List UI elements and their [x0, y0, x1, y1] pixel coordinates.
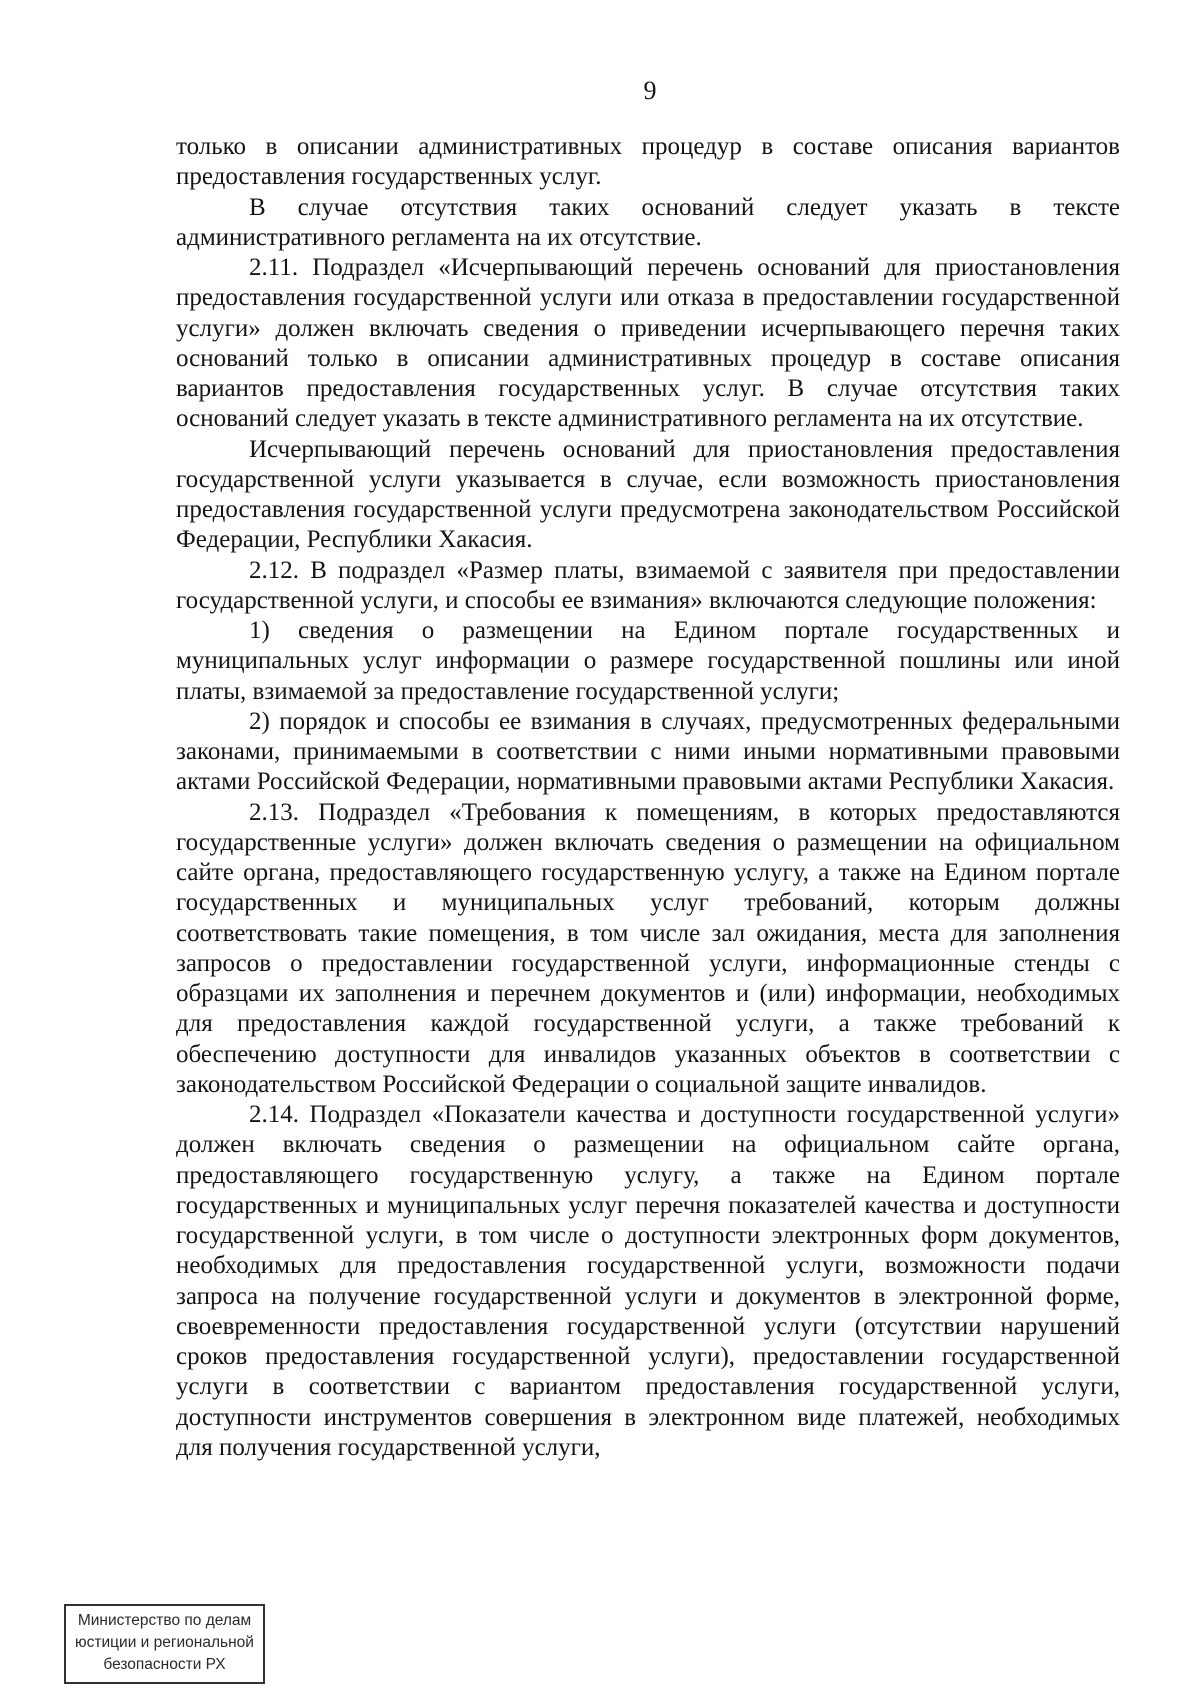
- stamp-line: Министерство по делам: [77, 1612, 252, 1629]
- paragraph: только в описании административных процедур в составе описания вариантов предоставления государственных услуг.: [176, 133, 1120, 191]
- paragraph: 2) порядок и способы ее взимания в случаях, предусмотренных федеральными законами, принимаемыми в соответствии с ними иными нормативными правовыми актами Российской Федерации, нормативными правовыми актами Республики Хакасия.: [176, 707, 1120, 796]
- paragraph: Исчерпывающий перечень оснований для приостановления предоставления государственной услуги указывается в случае, если возможность приостановления предоставления государственной услуги предусмотрена законодательством Российской Федерации, Республики Хакасия.: [176, 435, 1120, 554]
- paragraph: В случае отсутствия таких оснований следует указать в тексте административного регламента на их отсутствие.: [176, 193, 1120, 251]
- paragraph: 1) сведения о размещении на Едином портале государственных и муниципальных услуг информации о размере государственной пошлины или иной платы, взимаемой за предоставление государственной услуги;: [176, 617, 1120, 705]
- document-body: [176, 132, 1120, 1463]
- ministry-stamp: [64, 1604, 265, 1684]
- paragraph: 2.13. Подраздел «Требования к помещениям, в которых предоставляются государственные услуги» должен включать сведения о размещении на официальном сайте органа, предоставляющего государственную услугу, а также на Едином портале государственных и муниципальных услуг требований, которым должны соответствовать такие помещения, в том числе зал ожидания, места для заполнения запросов о предоставлении государственной услуги, информационные стенды с образцами их заполнения и перечнем документов и (или) информации, необходимых для предоставления каждой государственной услуги, а также требований к обеспечению доступности для инвалидов указанных объектов в соответствии с законодательством Российской Федерации о социальной защите инвалидов.: [176, 798, 1120, 1098]
- stamp-line: безопасности РХ: [103, 1656, 226, 1673]
- stamp-line: юстиции и региональной: [75, 1634, 254, 1651]
- page-number: 9: [643, 76, 657, 105]
- paragraph: 2.11. Подраздел «Исчерпывающий перечень оснований для приостановления предоставления государственной услуги или отказа в предоставлении государственной услуги» должен включать сведения о приведении исчерпывающего перечня таких оснований только в описании административных процедур в составе описания вариантов предоставления государственных услуг. В случае отсутствия таких оснований следует указать в тексте административного регламента на их отсутствие.: [176, 254, 1120, 433]
- paragraph: 2.14. Подраздел «Показатели качества и доступности государственной услуги» должен включать сведения о размещении на официальном сайте органа, предоставляющего государственную услугу, а также на Едином портале государственных и муниципальных услуг перечня показателей качества и доступности государственной услуги, в том числе о доступности электронных форм документов, необходимых для предоставления государственной услуги, возможности подачи запроса на получение государственной услуги и документов в электронной форме, своевременности предоставления государственной услуги (отсутствии нарушений сроков предоставления государственной услуги), предоставлении государственной услуги в соответствии с вариантом предоставления государственной услуги, доступности инструментов совершения в электронном виде платежей, необходимых для получения государственной услуги,: [176, 1101, 1120, 1461]
- paragraph: 2.12. В подраздел «Размер платы, взимаемой с заявителя при предоставлении государственной услуги, и способы ее взимания» включаются следующие положения:: [176, 556, 1120, 614]
